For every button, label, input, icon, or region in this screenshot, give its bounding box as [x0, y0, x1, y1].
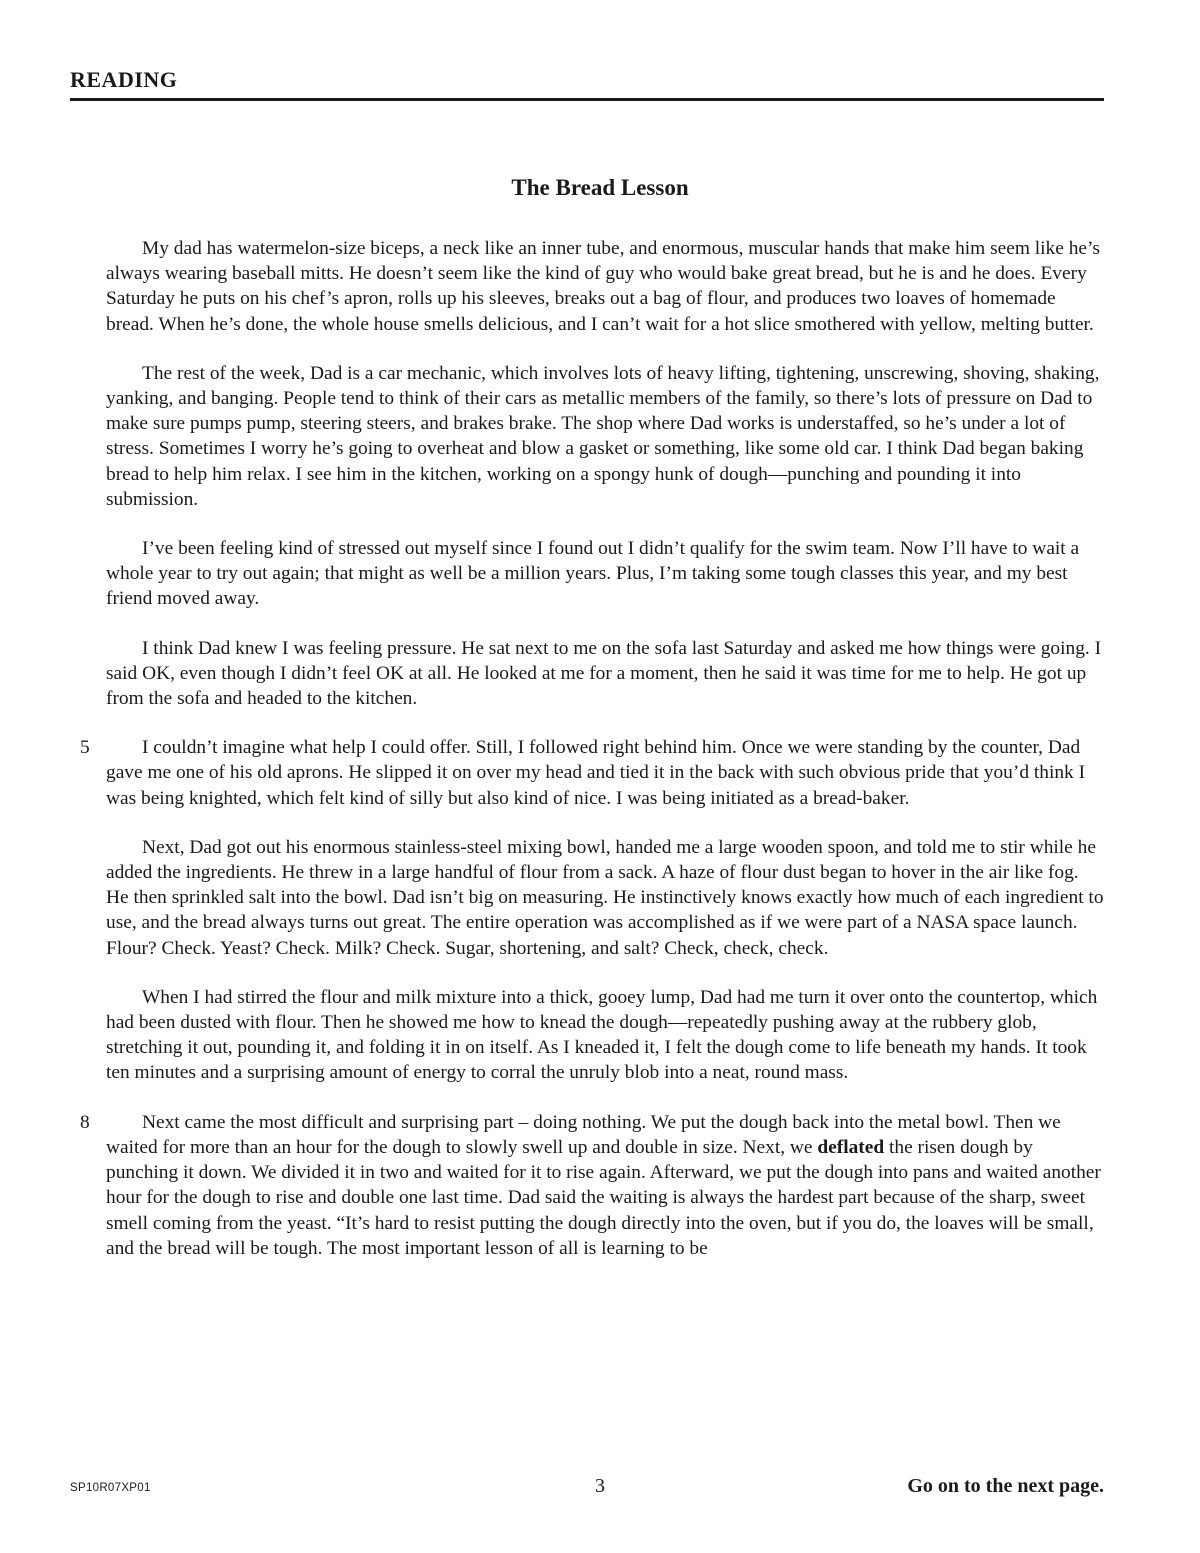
- next-page-instruction: Go on to the next page.: [907, 1475, 1104, 1497]
- paragraph-text: When I had stirred the flour and milk mixture into a thick, gooey lump, Dad had me turn it over onto the countertop, which had been dusted with flour. Then he showed me how to knead the dough—repeatedly pushing away at the rubbery glob, stretching it out, pounding it, and folding it in on itself. As I kneaded it, I felt the dough come to life beneath my hands. It took ten minutes and a surprising amount of energy to corral the unruly blob into a neat, round mass.: [106, 986, 1098, 1084]
- page-number: 3: [595, 1475, 605, 1497]
- paragraph-text-start: Next came the most difficult and surprising part – doing nothing. We put the dough back into the metal bowl. Then we waited for more than an hour for the dough to slowly swell up and double in size. Next, we: [106, 1111, 1061, 1158]
- paragraph-text-end: the risen dough by punching it down. We divided it in two and waited for it to rise again. Afterward, we put the dough into pans and waited another hour for the dough to rise and double one last time. Dad said the waiting is always the hardest part because of the sharp, sweet smell coming from the yeast. “It’s hard to resist putting the dough directly into the oven, but if you do, the loaves will be small, and the bread will be tough. The most important lesson of all is learning to be: [106, 1136, 1101, 1259]
- paragraph-7: [106, 985, 1106, 1086]
- paragraph-text: I couldn’t imagine what help I could offer. Still, I followed right behind him. Once we were standing by the counter, Dad gave me one of his old aprons. He slipped it on over my head and tied it in the back with such obvious pride that you’d think I was being knighted, which felt kind of silly but also kind of nice. I was being initiated as a bread-baker.: [106, 737, 1086, 809]
- section-title: READING: [70, 67, 178, 92]
- paragraph-5: [80, 735, 1106, 811]
- paragraph-2: [106, 361, 1106, 512]
- form-code: SP10R07XP01: [70, 1482, 151, 1494]
- vocabulary-word: deflated: [817, 1136, 885, 1158]
- paragraph-number: 5: [80, 737, 90, 759]
- paragraph-3: [106, 536, 1106, 612]
- paragraph-text: My dad has watermelon-size biceps, a neck like an inner tube, and enormous, muscular hands that make him seem like he’s always wearing baseball mitts. He doesn’t seem like the kind of guy who would bake great bread, but he is and he does. Every Saturday he puts on his chef’s apron, rolls up his sleeves, breaks out a bag of flour, and produces two loaves of homemade bread. When he’s done, the whole house smells delicious, and I can’t wait for a hot slice smothered with yellow, melting butter.: [106, 238, 1100, 335]
- paragraph-text: I think Dad knew I was feeling pressure. He sat next to me on the sofa last Saturday and asked me how things were going. I said OK, even though I didn’t feel OK at all. He looked at me for a moment, then he said it was time for me to help. He got up from the sofa and headed to the kitchen.: [106, 637, 1102, 710]
- paragraph-text: The rest of the week, Dad is a car mechanic, which involves lots of heavy lifting, tightening, unscrewing, shoving, shaking, yanking, and banging. People tend to think of their cars as metallic members of the family, so there’s lots of pressure on Dad to make sure pumps pump, steering steers, and brakes brake. The shop where Dad works is understaffed, so he’s under a lot of stress. Sometimes I worry he’s going to overheat and blow a gasket or something, like some old car. I think Dad began baking bread to help him relax. I see him in the kitchen, working on a spongy hunk of dough—punching and pounding it into submission.: [106, 362, 1100, 510]
- section-header: [70, 66, 1104, 101]
- paragraph-6: [106, 835, 1106, 961]
- paragraph-text: I’ve been feeling kind of stressed out myself since I found out I didn’t qualify for the swim team. Now I’ll have to wait a whole year to try out again; that might as well be a million years. Plus, I’m taking some tough classes this year, and my best friend moved away.: [106, 538, 1080, 610]
- paragraph-text: Next, Dad got out his enormous stainless-steel mixing bowl, handed me a large wooden spoon, and told me to stir while he added the ingredients. He threw in a large handful of flour from a sack. A haze of flour dust began to hover in the air like fog. He then sprinkled salt into the bowl. Dad isn’t big on measuring. He instinctively knows exactly how much of each ingredient to use, and the bread always turns out great. The entire operation was accomplished as if we were part of a NASA space launch. Flour? Check. Yeast? Check. Milk? Check. Sugar, shortening, and salt? Check, check, check.: [106, 836, 1104, 959]
- paragraph-1: [106, 236, 1106, 337]
- paragraph-4: [106, 636, 1106, 712]
- passage-body: [80, 236, 1106, 1285]
- paragraph-number: 8: [80, 1111, 90, 1133]
- paragraph-8: [80, 1110, 1106, 1261]
- passage-title: The Bread Lesson: [511, 175, 689, 200]
